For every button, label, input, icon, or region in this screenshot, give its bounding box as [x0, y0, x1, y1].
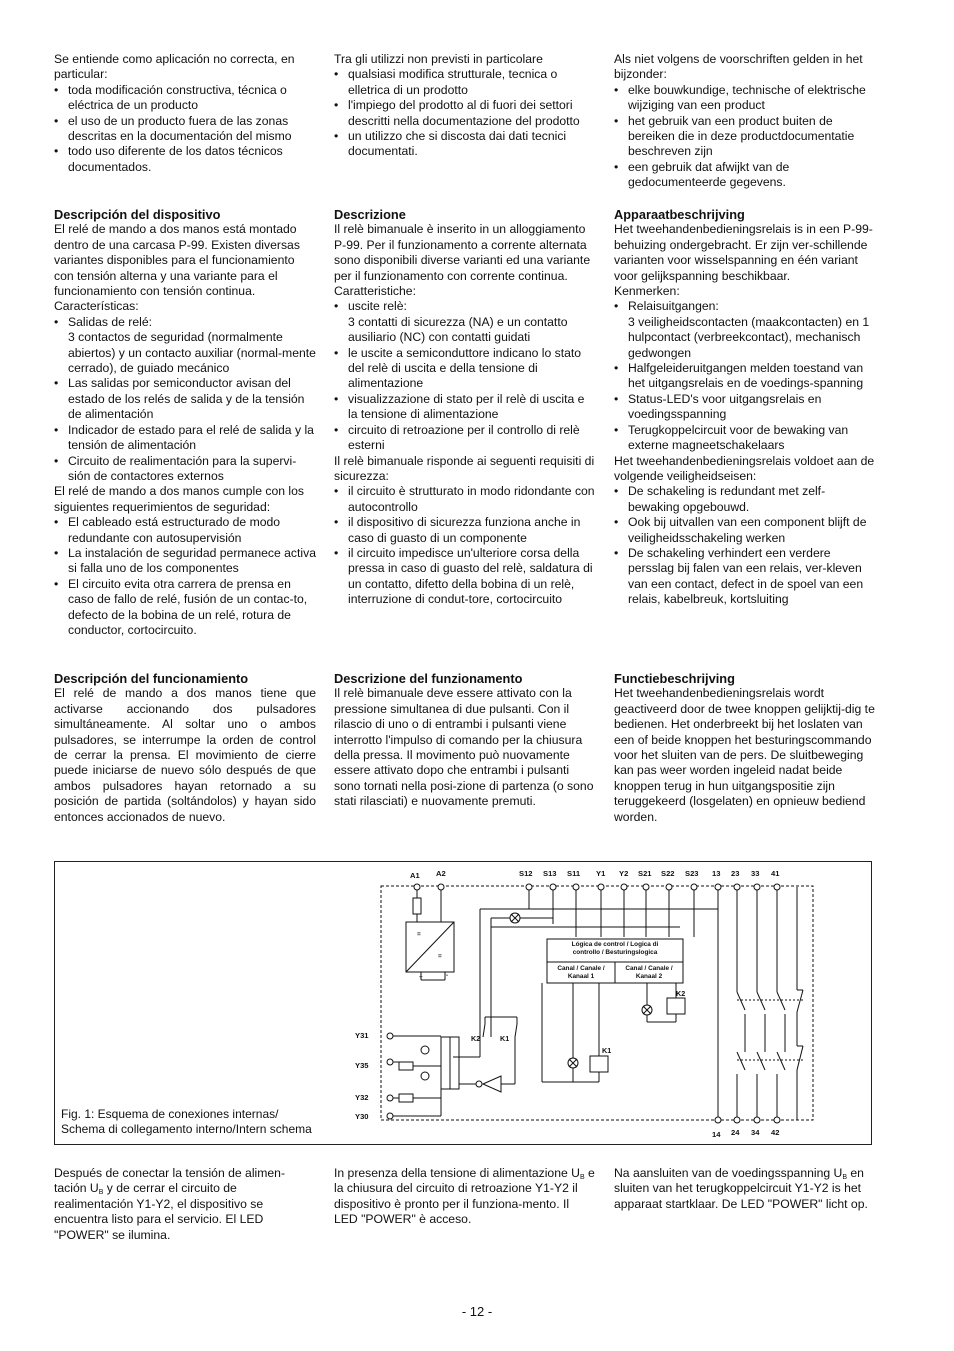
it-bottom-text: In presenza della tensione di alimentazione $U_B$ e la chiusura del circuito di retroazione Y1-Y2 il dispositivo è pronto per il funziona-mento. Il LED "POWER" è acceso.: [334, 1166, 595, 1227]
list-item: • De schakeling verhindert een verdere persslag bij falen van een relais, ver-kleven van een contact, defect in de spoel van een relais, kabelbreuk, kortsluiting: [614, 546, 876, 608]
relay-label: K1: [500, 1034, 510, 1043]
list-item: • Las salidas por semiconductor avisan del estado de los relés de salida y de la tensión de alimentación: [54, 376, 316, 422]
wiring-schematic: [55, 862, 871, 1144]
list-item: • Circuito de realimentación para la supervi-sión de contactores externos: [54, 454, 316, 485]
it-features-list: [334, 299, 596, 453]
terminal-set: [387, 884, 780, 1123]
terminal-label: Y30: [355, 1112, 369, 1121]
nl-func-title: Functiebeschrijving: [614, 671, 735, 686]
logic-title: controllo / Besturingslogica: [572, 949, 658, 956]
terminal-label: S12: [519, 869, 533, 878]
nl-intro-list: [614, 83, 876, 191]
nl-safety-list: [614, 484, 876, 607]
list-item: • l'impiego del prodotto al di fuori dei settori descritti nella documentazione del prodotto: [334, 98, 596, 129]
channel-2-label: Canal / Canale /: [625, 965, 673, 972]
channel-2-label: Kanaal 2: [635, 973, 663, 980]
list-item: • een gebruik dat afwijkt van de gedocumenteerde gegevens.: [614, 160, 876, 191]
relay-k2-coil: [667, 998, 685, 1014]
it-desc-text: Il relè bimanuale è inserito in un alloggiamento P-99. Per il funzionamento a corrente alternata sono disponibili diverse varianti ed una variante per il funzionamento con corrente continua.: [334, 222, 591, 283]
list-item: • De schakeling is redundant met zelf-bewaking opgebouwd.: [614, 484, 876, 515]
es-func-text: El relé de mando a dos manos tiene que activarse accionando dos pulsadores simultáneamente. Al soltar uno o ambos pulsadores, se interrumpe la orden de control de cerrar la prensa. El movimiento de cierre puede iniciarse de nuevo sólo después de que ambos pulsadores hayan retornado a su posición de partida (soltándolos) y hayan sido entonces accionados de nuevo.: [54, 686, 316, 824]
it-func-title: Descrizione del funzionamento: [334, 671, 523, 686]
list-item: • Terugkoppelcircuit voor de bewaking van externe magneetschakelaars: [614, 423, 876, 454]
list-item: • La instalación de seguridad permanece activa si falla uno de los componentes: [54, 546, 316, 577]
list-item: • un utilizzo che si discosta dai dati tecnici documentati.: [334, 129, 596, 160]
terminal-label: 14: [712, 1130, 721, 1139]
terminal-label: 33: [751, 869, 760, 878]
list-item: • Salidas de relé: 3 contactos de seguridad (normalmente abiertos) y un contacto auxiliar (normal-mente cerrado), de guiado mecánico: [54, 315, 316, 377]
terminal-label: Y32: [355, 1093, 369, 1102]
list-item: • Relaisuitgangen: 3 veiligheidscontacten (maakcontacten) en 1 hulpcontact (verbreekcontact), mechanisch gedwongen: [614, 299, 876, 361]
list-item: • Halfgeleideruitgangen melden toestand van het uitgangsrelais en de voedings-spanning: [614, 361, 876, 392]
it-desc-title: Descrizione: [334, 207, 406, 222]
es-desc-title: Descripción del dispositivo: [54, 207, 221, 222]
terminal-label: S22: [661, 869, 675, 878]
it-safety-list: [334, 484, 596, 607]
relay-label: K2: [471, 1034, 481, 1043]
terminal-label: 23: [731, 869, 740, 878]
list-item: • le uscite a semiconduttore indicano lo stato del relè di uscita e della tensione di alimentazione: [334, 346, 596, 392]
figure-caption: Fig. 1: Esquema de conexiones internas/ Schema di collegamento interno/Intern schema: [61, 1107, 312, 1136]
terminal-label: 34: [751, 1128, 760, 1137]
terminal-label: Y31: [355, 1031, 369, 1040]
svg-text:=: =: [417, 931, 421, 938]
es-safety-list: [54, 515, 316, 638]
list-item: • El cableado está estructurado de modo redundante con autosupervisión: [54, 515, 316, 546]
es-intro: Se entiende como aplicación no correcta, en particular:: [54, 52, 295, 82]
es-intro-list: [54, 83, 316, 175]
relay-k1-coil: [590, 1056, 608, 1072]
it-intro-list: [334, 67, 596, 159]
terminal-label: A1: [410, 871, 420, 880]
es-features-list: [54, 315, 316, 484]
terminal-label: 13: [712, 869, 721, 878]
list-item: • Status-LED's voor uitgangsrelais en voedingsspanning: [614, 392, 876, 423]
list-item: • toda modificación constructiva, técnica o eléctrica de un producto: [54, 83, 316, 114]
nl-features-list: [614, 299, 876, 453]
svg-text:+: +: [419, 974, 423, 981]
es-bottom-text: Después de conectar la tensión de alimen-tación $U_B$ y de cerrar el circuito de realimentación Y1-Y2, el dispositivo se encuentra listo para el servicio. El LED "POWER" se ilumina.: [54, 1166, 286, 1242]
terminal-label: 41: [771, 869, 780, 878]
es-desc-text: El relé de mando a dos manos está montado dentro de una carcasa P-99. Existen diversas variantes disponibles para el funcionamiento con tensión alterna y una variante para el funcionamiento con tensión continua.: [54, 222, 300, 299]
list-item: • todo uso diferente de los datos técnicos documentados.: [54, 144, 316, 175]
relay-label: K2: [676, 989, 686, 998]
logic-title: Lógica de control / Logica di: [571, 941, 659, 948]
terminal-label: Y35: [355, 1061, 369, 1070]
svg-text:=: =: [438, 953, 442, 960]
terminal-label: Y2: [619, 869, 629, 878]
nl-bottom-text: Na aansluiten van de voedingsspanning $U_B$ en sluiten van het terugkoppelcircuit Y1-Y2 is het apparaat startklaar. De LED "POWER" licht op.: [614, 1166, 868, 1211]
figure-wiring-diagram: [54, 861, 872, 1145]
es-safety-intro: El relé de mando a dos manos cumple con los siguientes requerimientos de seguridad:: [54, 484, 304, 514]
terminal-label: S13: [543, 869, 557, 878]
it-intro: Tra gli utilizzi non previsti in particolare: [334, 52, 543, 66]
list-item: • het gebruik van een product buiten de bereiken die in deze productdocumentatie beschreven zijn: [614, 114, 876, 160]
relay-label: K1: [602, 1046, 612, 1055]
nl-func-text: Het tweehandenbedieningsrelais wordt geactiveerd door de twee knoppen gelijktij-dig te bedienen. Het onderbreekt bij het loslaten van een of beide knoppen het besturingscommando voor het sluiten van de pers. De sluitbeweging kan pas weer worden ingeleid nadat beide knoppen terug in hun uitgangspositie zijn teruggekeerd (losgelaten) en opnieuw bediend worden.: [614, 686, 875, 824]
terminal-label: A2: [436, 869, 446, 878]
terminal-label: S11: [567, 869, 581, 878]
fuse-symbol: [413, 898, 421, 914]
list-item: • elke bouwkundige, technische of elektrische wijziging van een product: [614, 83, 876, 114]
nl-intro: Als niet volgens de voorschriften gelden in het bijzonder:: [614, 52, 863, 82]
list-item: • il dispositivo di sicurezza funziona anche in caso di guasto di un componente: [334, 515, 596, 546]
terminal-label: 24: [731, 1128, 740, 1137]
list-item: • el uso de un producto fuera de las zonas descritas en la documentación del mismo: [54, 114, 316, 145]
list-item: • il circuito è strutturato in modo ridondante con autocontrollo: [334, 484, 596, 515]
page-number: - 12 -: [461, 1304, 493, 1319]
es-features-label: Características:: [54, 299, 139, 314]
list-item: • Ook bij uitvallen van een component blijft de veiligheidsschakeling werken: [614, 515, 876, 546]
list-item: • uscite relè: 3 contatti di sicurezza (NA) e un contatto ausiliario (NC) con contatti guidati: [334, 299, 596, 345]
channel-1-label: Canal / Canale /: [557, 965, 605, 972]
terminal-label: S21: [638, 869, 652, 878]
nl-features-label: Kenmerken:: [614, 284, 680, 299]
svg-text:-: -: [446, 972, 449, 979]
channel-1-label: Kanaal 1: [567, 973, 595, 980]
list-item: • El circuito evita otra carrera de prensa en caso de fallo de relé, fusión de un contac-to, defecto de la bobina de un relé, rotura de conductor, cortocircuito.: [54, 577, 316, 639]
terminal-label: Y1: [596, 869, 606, 878]
list-item: • Indicador de estado para el relé de salida y la tensión de alimentación: [54, 423, 316, 454]
nl-desc-title: Apparaatbeschrijving: [614, 207, 745, 222]
es-func-title: Descripción del funcionamiento: [54, 671, 249, 686]
it-safety-intro: Il relè bimanuale risponde ai seguenti requisiti di sicurezza:: [334, 453, 595, 483]
it-features-label: Caratteristiche:: [334, 284, 416, 299]
device-outline: [381, 886, 813, 1120]
nl-desc-text: Het tweehandenbedieningsrelais is in een P-99-behuizing ondergebracht. Er zijn ver-schillende varianten voor wisselspanning en één variant voor gelijkspanning beschikbaar.: [614, 222, 873, 283]
list-item: • visualizzazione di stato per il relè di uscita e la tensione di alimentazione: [334, 392, 596, 423]
it-func-text: Il relè bimanuale deve essere attivato con la pressione simultanea di due pulsanti. Con il rilascio di uno o di entrambi i pulsanti viene interrotto l'impulso di comando per la chiusura della pressa. Il movimento può nuovamente essere attivato dopo che entrambi i pulsanti sono tornati nella posi-zione di partenza (o sono stati rilasciati) e nuovamente premuti.: [334, 686, 594, 809]
amplifier-symbol: [483, 1076, 501, 1092]
terminal-label: 42: [771, 1128, 780, 1137]
terminal-label: S23: [685, 869, 699, 878]
list-item: • qualsiasi modifica strutturale, tecnica o elletrica di un prodotto: [334, 67, 596, 98]
list-item: • il circuito impedisce un'ulteriore corsa della pressa in caso di guasto del relè, saldatura di un contatto, difetto della bobina di un relè, interruzione di condut-tore, cortocircuito: [334, 546, 596, 608]
nl-safety-intro: Het tweehandenbedieningsrelais voldoet aan de volgende veiligheidseisen:: [614, 453, 875, 483]
list-item: • circuito di retroazione per il controllo di relè esterni: [334, 423, 596, 454]
